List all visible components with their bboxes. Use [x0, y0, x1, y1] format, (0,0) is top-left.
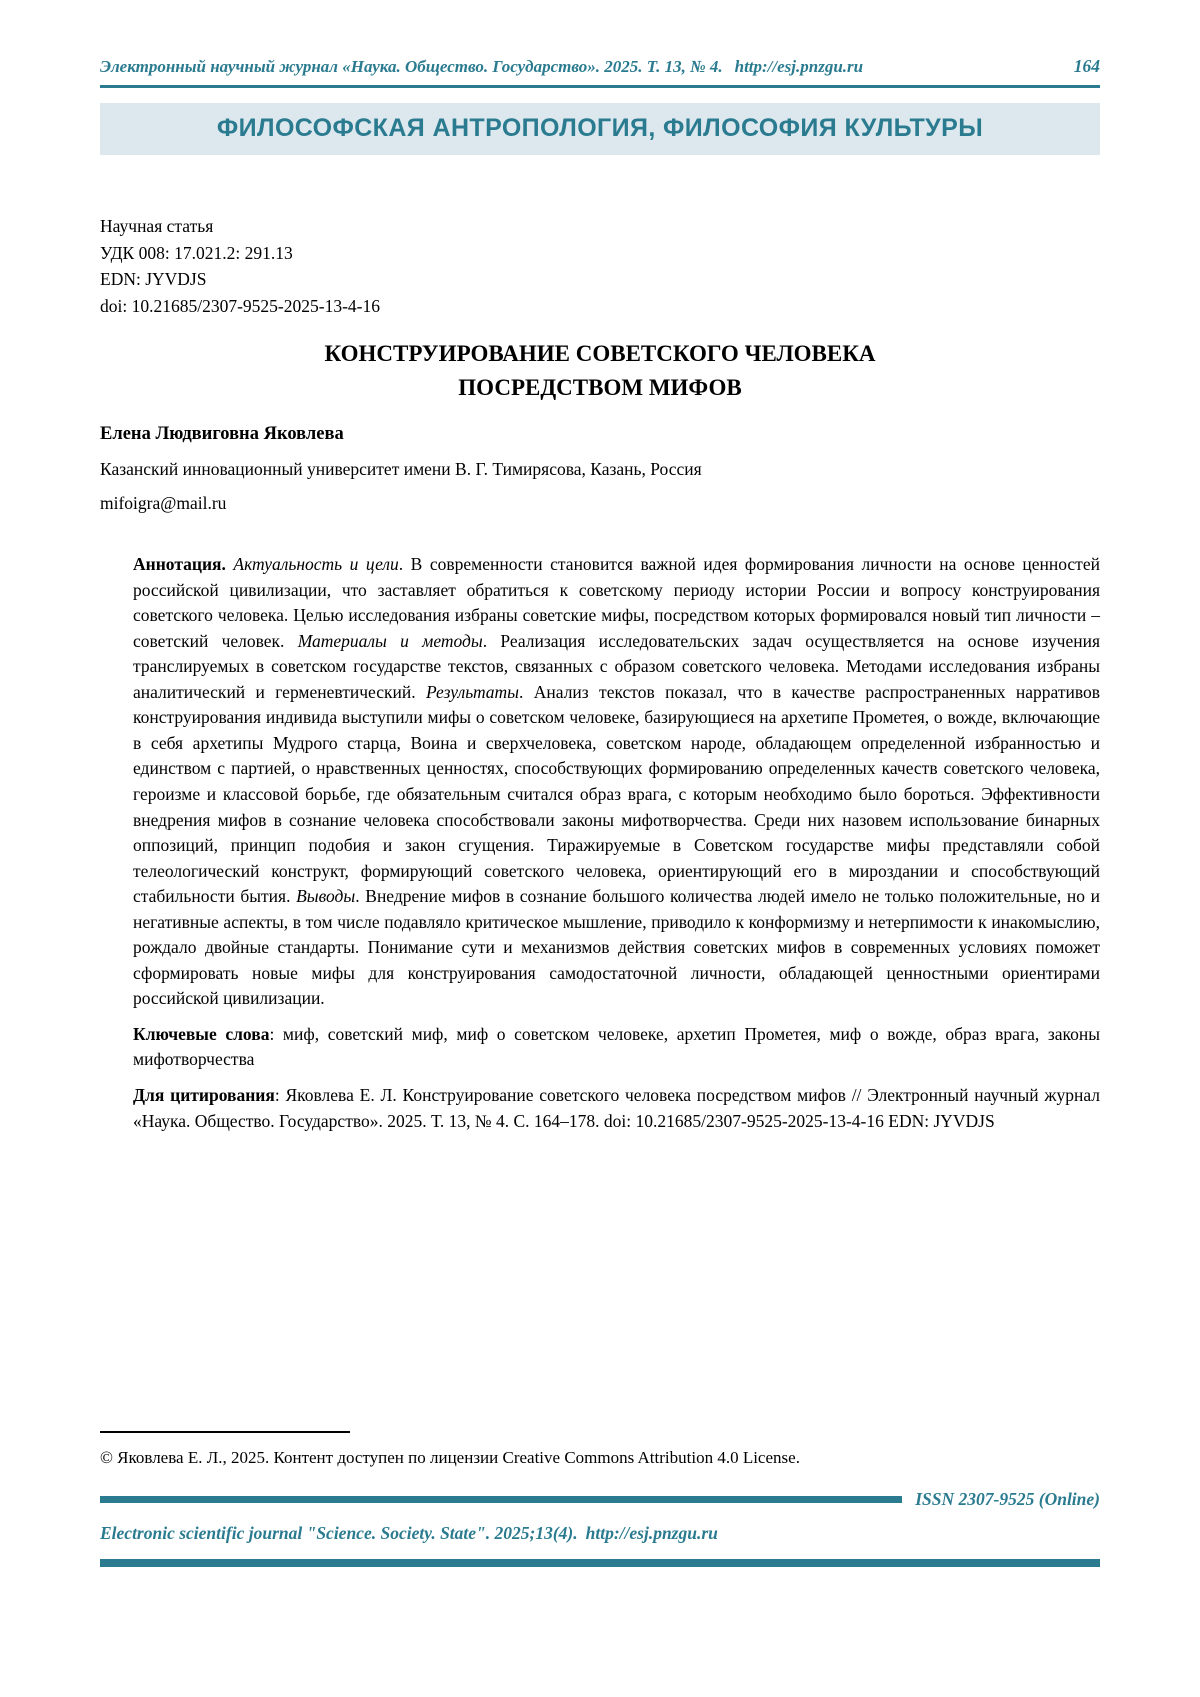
udk-code: УДК 008: 17.021.2: 291.13: [100, 242, 293, 263]
article-title-line2: ПОСРЕДСТВОМ МИФОВ: [458, 374, 742, 400]
keywords-paragraph: Ключевые слова: миф, советский миф, миф о советском человеке, архетип Прометея, миф о вожде, образ врага, законы мифотворчества: [133, 1023, 1100, 1070]
author-name: Елена Людвиговна Яковлева: [100, 424, 344, 445]
journal-header-url[interactable]: http://esj.pnzgu.ru: [734, 57, 864, 76]
copyright-line: © Яковлева Е. Л., 2025. Контент доступен по лицензии Creative Commons Attribution 4.0 License.: [100, 1448, 800, 1467]
footer-journal-url[interactable]: http://esj.pnzgu.ru: [585, 1523, 718, 1543]
abstract-paragraph: Аннотация. Актуальность и цели. В современности становится важной идея формирования личности на основе ценностей российской цивилизации, что заставляет обратиться к советскому периоду истории России и вопросу конструирования советского человека. Целью исследования избраны советские мифы, посредством которых формировался новый тип личности – советский человек. Материалы и методы. Реализация исследовательских задач осуществляется на основе изучения транслируемых в советском государстве текстов, связанных с образом советского человека. Методами исследования избраны аналитический и герменевтический. Результаты. Анализ текстов показал, что в качестве распространенных нарративов конструирования индивида выступили мифы о советском человеке, базирующиеся на архетипе Прометея, о вожде, включающие в себя архетипы Мудрого старца, Воина и сверхчеловека, советском народе, обладающем определенной избранностью и единством с партией, о нравственных ценностях, способствующих формированию определенных качеств советского человека, героизме и классовой борьбе, где обязательным считался образ врага, с которым необходимо было бороться. Эффективности внедрения мифов в сознание человека способствовали законы мифотворчества. Среди них назовем использование бинарных оппозиций, принцип подобия и закон сгущения. Тиражируемые в Советском государстве мифы представляли собой телеологический конструкт, формирующий советского человека, ориентирующий его в мироздании и способствующий стабильности бытия. Выводы. Внедрение мифов в сознание большого количества людей имело не только положительные, но и негативные аспекты, в том числе подавляло критическое мышление, приводило к конформизму и нетерпимости к инакомыслию, рождало двойные стандарты. Понимание сути и механизмов действия советских мифов в современных условиях поможет сформировать новые мифы для конструирования самодостаточной личности, обладающей ценностными ориентирами российской цивилизации.: [133, 554, 1100, 1009]
author-affiliation: Казанский инновационный университет имени В. Г. Тимирясова, Казань, Россия: [100, 459, 702, 480]
author-email[interactable]: mifoigra@mail.ru: [100, 493, 227, 514]
edn-code: EDN: JYVDJS: [100, 269, 207, 290]
issn-row: [100, 1489, 1100, 1510]
footnote-rule: [100, 1431, 350, 1433]
page-number: 164: [1073, 56, 1100, 76]
bottom-border-bar: [100, 1559, 1100, 1567]
citation-paragraph: Для цитирования: Яковлева Е. Л. Конструирование советского человека посредством мифов // Электронный научный журнал «Наука. Общество. Государство». 2025. Т. 13, № 4. С. 164–178. doi: 10.21685/2307-9525-2025-13-4-16 EDN: JYVDJS: [133, 1085, 1100, 1131]
doi-code: doi: 10.21685/2307-9525-2025-13-4-16: [100, 295, 380, 316]
email-line: [100, 493, 1100, 514]
article-type: Научная статья: [100, 216, 214, 236]
footer-journal-text: Electronic scientific journal "Science. Society. State". 2025;13(4).: [100, 1523, 578, 1543]
header-rule: [100, 85, 1100, 88]
issn-divider-bar: [100, 1496, 902, 1503]
journal-header-line: [100, 57, 863, 77]
footer-journal-line: [100, 1523, 1100, 1544]
section-banner: ФИЛОСОФСКАЯ АНТРОПОЛОГИЯ, ФИЛОСОФИЯ КУЛЬТУРЫ: [100, 103, 1100, 155]
page-footer: [100, 1431, 1100, 1567]
journal-header-text: Электронный научный журнал «Наука. Общество. Государство». 2025. Т. 13, № 4.: [100, 57, 723, 76]
article-meta: [100, 213, 1100, 319]
running-header: [100, 56, 1100, 77]
article-title-line1: КОНСТРУИРОВАНИЕ СОВЕТСКОГО ЧЕЛОВЕКА: [324, 341, 876, 367]
issn-label: ISSN 2307-9525 (Online): [915, 1489, 1100, 1509]
article-title: [100, 337, 1100, 404]
